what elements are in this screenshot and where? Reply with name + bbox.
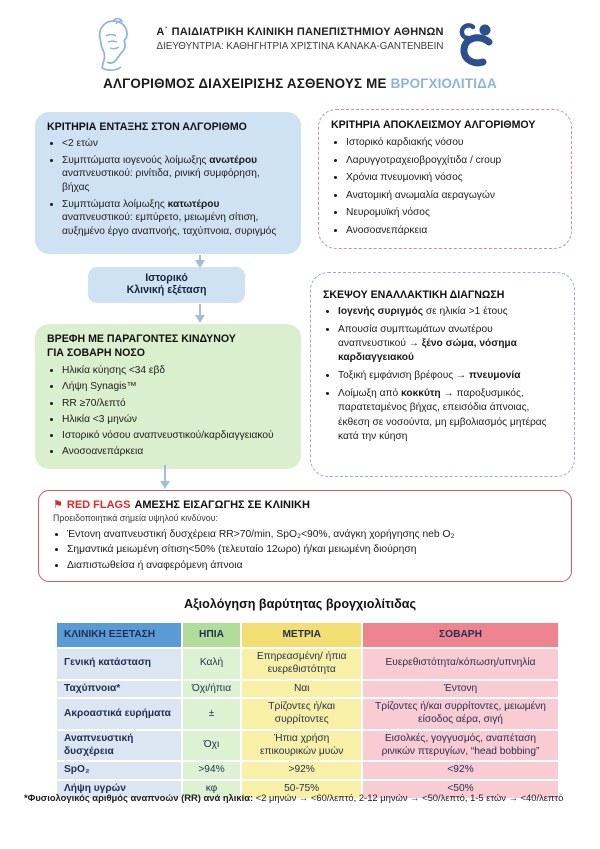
table-cell: Έντονη	[362, 680, 559, 699]
table-cell: Ακροαστικά ευρήματα	[56, 698, 182, 730]
red-flags-label: RED FLAGS	[66, 499, 131, 511]
table-cell: Λήψη υγρών	[56, 780, 182, 799]
table-cell: <50%	[362, 780, 559, 799]
exclusion-criteria-list	[331, 135, 559, 239]
table-cell: Εισολκές, γογγυσμός, αναπέταση ρινικών πτερυγίων, “head bobbing”	[362, 730, 559, 762]
page-title-prefix: ΑΛΓΟΡΙΘΜΟΣ ΔΙΑΧΕΙΡΙΣΗΣ ΑΣΘΕΝΟΥΣ ΜΕ	[103, 76, 391, 91]
list-item: • RR ≥70/λεπτό	[62, 396, 289, 411]
history-line: Ιστορικό	[145, 272, 188, 284]
list-item: • Συμπτώματα ιογενούς λοίμωξης ανωτέρου αναπνευστικού: ρινίτιδα, ρινική συμφόρηση, βήχας	[62, 154, 289, 195]
alternative-diagnosis-title: ΣΚΕΨΟΥ ΕΝΑΛΛΑΚΤΙΚΗ ΔΙΑΓΝΩΣΗ	[323, 289, 505, 301]
table-cell: ±	[182, 698, 242, 730]
table-cell: <92%	[362, 761, 559, 780]
table-cell: Τρίζοντες ή/και συρρίτοντες, μειωμένη είσοδος αέρα, σιγή	[362, 698, 559, 730]
clinic-name: Α΄ ΠΑΙΔΙΑΤΡΙΚΗ ΚΛΙΝΙΚΗ ΠΑΝΕΠΙΣΤΗΜΙΟΥ ΑΘΗΝΩΝ	[156, 26, 444, 38]
alternative-diagnosis-list	[323, 305, 562, 444]
header-text	[120, 26, 480, 52]
exclusion-criteria-title: ΚΡΙΤΗΡΙΑ ΑΠΟΚΛΕΙΣΜΟΥ ΑΛΓΟΡΙΘΜΟΥ	[331, 119, 536, 131]
inclusion-criteria-list	[47, 137, 289, 239]
table-row	[56, 761, 559, 780]
red-flags-title	[53, 498, 557, 511]
table-cell: SpO₂	[56, 761, 182, 780]
risk-factors-title-line1: ΒΡΕΦΗ ΜΕ ΠΑΡΑΓΟΝΤΕΣ ΚΙΝΔΥΝΟΥ	[47, 333, 236, 345]
table-cell: Ταχύπνοια*	[56, 680, 182, 699]
table-row	[56, 698, 559, 730]
list-item: • Ανατομική ανωμαλία αεραγωγών	[346, 188, 559, 205]
exam-line: Κλινική εξέταση	[126, 284, 207, 296]
risk-factors-box	[35, 324, 301, 469]
footnote-text: <2 μηνών → <60/λεπτό, 2-12 μηνών → <50/λεπτό, 1-5 ετών → <40/λεπτό	[253, 792, 564, 803]
list-item: • Απουσία συμπτωμάτων ανωτέρου αναπνευστικού → ξένο σώμα, νόσημα καρδιαγγειακού	[338, 323, 562, 365]
table-cell: Τρίζοντες ή/και συρρίτοντες	[241, 698, 362, 730]
table-cell: Γενική κατάσταση	[56, 648, 182, 680]
table-row	[56, 730, 559, 762]
list-item: • Λήψη Synagis™	[62, 379, 289, 394]
list-item: • Σημαντικά μειωμένη σίτιση<50% (τελευταίο 12ωρο) ή/και μειωμένη διούρηση	[67, 542, 557, 557]
red-flags-box	[38, 490, 572, 582]
table-cell: κφ	[182, 780, 242, 799]
list-item: • Λαρυγγοτραχειοβρογχίτιδα / croup	[346, 153, 559, 170]
list-item: • Λοίμωξη από κοκκύτη → παροξυσμικός, παρατεταμένος βήχας, επεισόδια άπνοιας, έκθεση σε νοσούντα, μη εμβολιασμός μητέρας κατά την κύηση	[338, 387, 562, 443]
table-cell: >92%	[241, 761, 362, 780]
table-cell: 50-75%	[241, 780, 362, 799]
table-cell: Ήπια χρήση επικουρικών μυών	[241, 730, 362, 762]
list-item: • Ηλικία κύησης <34 εβδ	[62, 363, 289, 378]
red-flags-subtitle: Προειδοποιητικά σημεία υψηλού κινδύνου:	[53, 513, 218, 523]
down-arrow-icon	[194, 304, 206, 323]
table-cell: Όχι/ήπια	[182, 680, 242, 699]
risk-factors-title-line2: ΓΙΑ ΣΟΒΑΡΗ ΝΟΣΟ	[47, 347, 145, 359]
inclusion-criteria-title: ΚΡΙΤΗΡΙΑ ΕΝΤΑΞΗΣ ΣΤΟΝ ΑΛΓΟΡΙΘΜΟ	[47, 121, 247, 133]
page-title-highlight: ΒΡΟΓΧΙΟΛΙΤΙΔΑ	[390, 76, 497, 91]
table-cell: Αναπνευστική δυσχέρεια	[56, 730, 182, 762]
list-item: • Διαπιστωθείσα ή αναφερόμενη άπνοια	[67, 558, 557, 573]
table-cell: Όχι	[182, 730, 242, 762]
severity-table	[55, 621, 560, 800]
table-header-row	[56, 622, 559, 648]
footnote-lead: *Φυσιολογικός αριθμός αναπνοών (RR) ανά ηλικία:	[24, 792, 254, 803]
list-item: • Ανοσοανεπάρκεια	[346, 223, 559, 240]
exclusion-criteria-box	[318, 109, 572, 249]
list-item: • Συμπτώματα λοίμωξης κατωτέρου αναπνευστικού: εμπύρετο, μειωμένη σίτιση, αυξημένο έργο αναπνοής, ταχύπνοια, συριγμός	[62, 198, 289, 239]
list-item: • Χρόνια πνευμονική νόσος	[346, 170, 559, 187]
table-cell: Επηρεασμένη/ ήπια ευερεθιστότητα	[241, 648, 362, 680]
alternative-diagnosis-box	[310, 272, 575, 477]
column-header-moderate: ΜΕΤΡΙΑ	[241, 622, 362, 648]
list-item: • Νευρομυϊκή νόσος	[346, 205, 559, 222]
list-item: • Ανοσοανεπάρκεια	[62, 444, 289, 459]
column-header-severe: ΣΟΒΑΡΗ	[362, 622, 559, 648]
inclusion-criteria-box	[35, 112, 301, 254]
column-header-exam: ΚΛΙΝΙΚΗ ΕΞΕΤΑΣΗ	[56, 622, 182, 648]
list-item: • Ιστορικό καρδιακής νόσου	[346, 135, 559, 152]
page-title	[0, 76, 600, 91]
table-row	[56, 648, 559, 680]
paediatric-clinic-logo-icon	[455, 20, 503, 72]
risk-factors-list	[47, 363, 289, 460]
list-item: • Έντονη αναπνευστική δυσχέρεια RR>70/min, SpO₂<90%, ανάγκη χορήγησης neb O₂	[67, 527, 557, 542]
red-flag-icon: ⚑	[53, 499, 63, 511]
table-row	[56, 680, 559, 699]
list-item: • Ιογενής συριγμός σε ηλικία >1 έτους	[338, 305, 562, 319]
respiratory-rate-footnote	[24, 792, 580, 805]
list-item: • Ιστορικό νόσου αναπνευστικού/καρδιαγγειακού	[62, 428, 289, 443]
table-cell: >94%	[182, 761, 242, 780]
down-arrow-icon	[159, 465, 171, 489]
clinic-director: ΔΙΕΥΘΥΝΤΡΙΑ: ΚΑΘΗΓΗΤΡΙΑ ΧΡΙΣΤΙΝΑ ΚΑΝΑΚΑ-GANTENBEIN	[156, 41, 444, 52]
list-item: • Ηλικία <3 μηνών	[62, 412, 289, 427]
table-cell: Καλή	[182, 648, 242, 680]
list-item: • <2 ετών	[62, 137, 289, 151]
table-cell: Ευερεθιστότητα/κόπωση/υπνηλία	[362, 648, 559, 680]
red-flags-title-text: ΑΜΕΣΗΣ ΕΙΣΑΓΩΓΗΣ ΣΕ ΚΛΙΝΙΚΗ	[134, 499, 310, 511]
column-header-mild: ΗΠΙΑ	[182, 622, 242, 648]
history-exam-box	[88, 267, 245, 303]
red-flags-list	[53, 527, 557, 573]
severity-section-title: Αξιολόγηση βαρύτητας βρογχιολίτιδας	[183, 597, 417, 611]
list-item: • Τοξική εμφάνιση βρέφους → πνευμονία	[338, 369, 562, 383]
table-cell: Ναι	[241, 680, 362, 699]
